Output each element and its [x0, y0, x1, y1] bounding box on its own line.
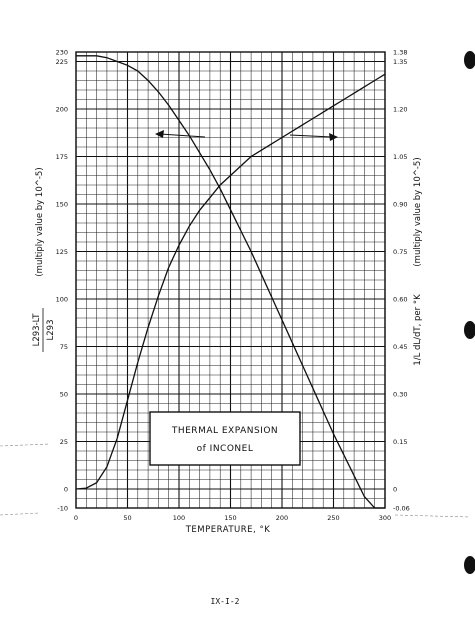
right-y-tick-label: 0.60	[393, 295, 408, 304]
left-y-tick-label: 225	[55, 58, 68, 66]
scan-artifact-line	[395, 515, 470, 517]
left-y-tick-label: 150	[55, 200, 68, 209]
right-y-tick-label: 0.15	[393, 438, 408, 446]
right-y-tick-label: -0.06	[393, 504, 410, 513]
right-y-tick-label: 1.35	[393, 58, 408, 66]
punch-hole-top	[464, 51, 475, 69]
left-axis-numerator: L293-LT	[32, 313, 42, 347]
right-y-tick-label: 0	[393, 485, 398, 494]
chart-title-box	[150, 412, 300, 465]
right-y-tick-label: 1.38	[393, 48, 408, 57]
page-footer-label: IX-I-2	[210, 597, 240, 606]
punch-hole-bottom	[464, 556, 475, 574]
scan-artifact-line	[0, 513, 40, 515]
x-tick-label: 150	[224, 514, 237, 522]
left-axis-label	[32, 308, 56, 352]
x-tick-label: 100	[172, 514, 186, 522]
scan-artifact-line	[0, 444, 50, 446]
x-tick-label: 200	[275, 514, 289, 522]
left-axis-denominator: L293	[46, 319, 56, 341]
left-y-tick-label: 200	[55, 105, 68, 114]
right-y-tick-label: 0.75	[393, 248, 408, 256]
x-axis-label: TEMPERATURE, °K	[185, 525, 271, 535]
right-y-tick-label: 0.30	[393, 390, 408, 399]
left-axis-arrow	[155, 130, 205, 138]
right-axis-label: 1/L dL/dT, per °K	[413, 294, 423, 366]
left-y-tick-label: 175	[55, 153, 68, 161]
x-tick-label: 250	[327, 514, 340, 522]
chart-title: THERMAL EXPANSION	[171, 426, 279, 436]
punch-hole-middle	[464, 321, 475, 339]
right-y-tick-label: 1.05	[393, 153, 408, 161]
x-tick-label: 300	[378, 514, 392, 522]
left-y-tick-label: 100	[55, 295, 68, 304]
x-tick-label: 0	[73, 514, 79, 522]
left-y-tick-label: 230	[55, 48, 68, 57]
left-y-tick-label: 75	[59, 343, 68, 351]
right-y-tick-label: 0.45	[393, 343, 408, 351]
right-y-tick-label: 1.20	[393, 105, 408, 114]
x-tick-label: 50	[123, 514, 132, 522]
left-y-tick-label: 0	[63, 485, 68, 494]
chart-title-line2: of INCONEL	[196, 444, 254, 454]
right-axis-arrow	[290, 133, 338, 141]
left-y-tick-label: 125	[55, 248, 68, 256]
left-y-tick-label: 25	[59, 438, 68, 446]
left-axis-multiplier: (multiply value by 10^-5)	[35, 167, 45, 277]
left-y-tick-label: -10	[57, 504, 68, 513]
left-y-tick-label: 50	[59, 390, 68, 399]
right-y-tick-label: 0.90	[393, 200, 408, 209]
right-axis-multiplier: (multiply value by 10^-5)	[413, 157, 423, 267]
